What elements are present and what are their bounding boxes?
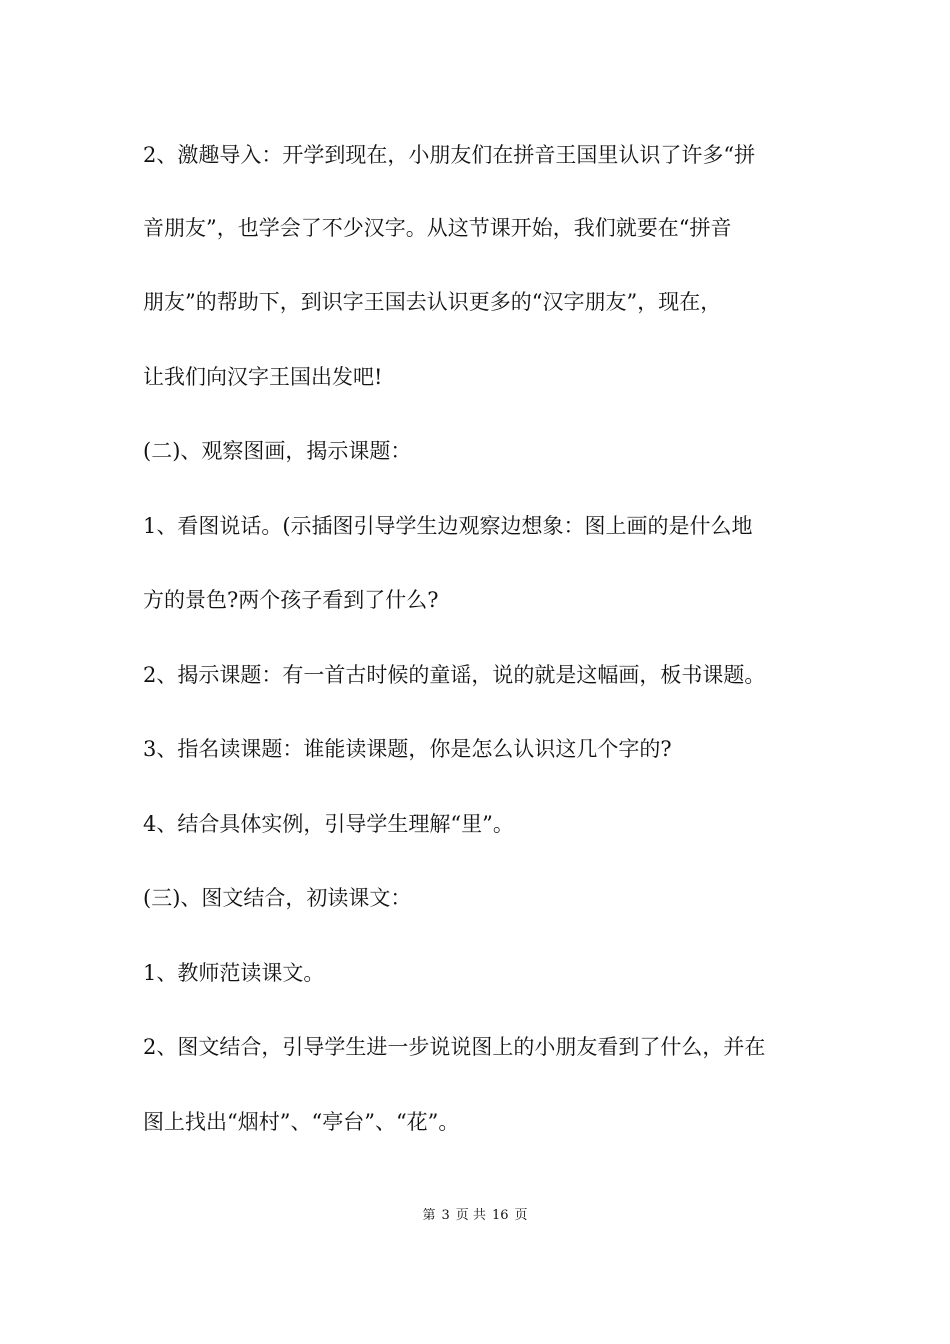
paragraph-line: 2、揭示课题：有一首古时候的童谣，说的就是这幅画，板书课题。: [143, 663, 766, 687]
paragraph-line: 3、指名读课题：谁能读课题，你是怎么认识这几个字的?: [143, 737, 672, 761]
paragraph-line: 图上找出“烟村”、“亭台”、“花”。: [143, 1110, 460, 1134]
section-heading: (三)、图文结合，初读课文：: [143, 886, 412, 910]
section-heading: (二)、观察图画，揭示课题：: [143, 439, 412, 463]
paragraph-line: 方的景色?两个孩子看到了什么?: [143, 588, 439, 612]
paragraph-line: 让我们向汉字王国出发吧!: [143, 365, 383, 389]
paragraph-line: 音朋友”，也学会了不少汉字。从这节课开始，我们就要在“拼音: [143, 216, 732, 240]
paragraph-line: 4、结合具体实例，引导学生理解“里”。: [143, 812, 514, 836]
paragraph-line: 1、看图说话。(示插图引导学生边观察边想象：图上画的是什么地: [143, 514, 753, 538]
footer-current-page: 3: [441, 1208, 450, 1223]
paragraph-line: 1、教师范读课文。: [143, 961, 325, 985]
footer-middle: 页 共: [455, 1208, 486, 1223]
footer-total-pages: 16: [491, 1208, 509, 1223]
footer-suffix: 页: [514, 1208, 528, 1223]
footer-prefix: 第: [422, 1208, 436, 1223]
paragraph-line: 2、激趣导入：开学到现在，小朋友们在拼音王国里认识了许多“拼: [143, 143, 756, 167]
paragraph-line: 朋友”的帮助下，到识字王国去认识更多的“汉字朋友”，现在，: [143, 290, 722, 314]
paragraph-line: 2、图文结合，引导学生进一步说说图上的小朋友看到了什么，并在: [143, 1035, 766, 1059]
page-footer: [0, 1207, 950, 1225]
